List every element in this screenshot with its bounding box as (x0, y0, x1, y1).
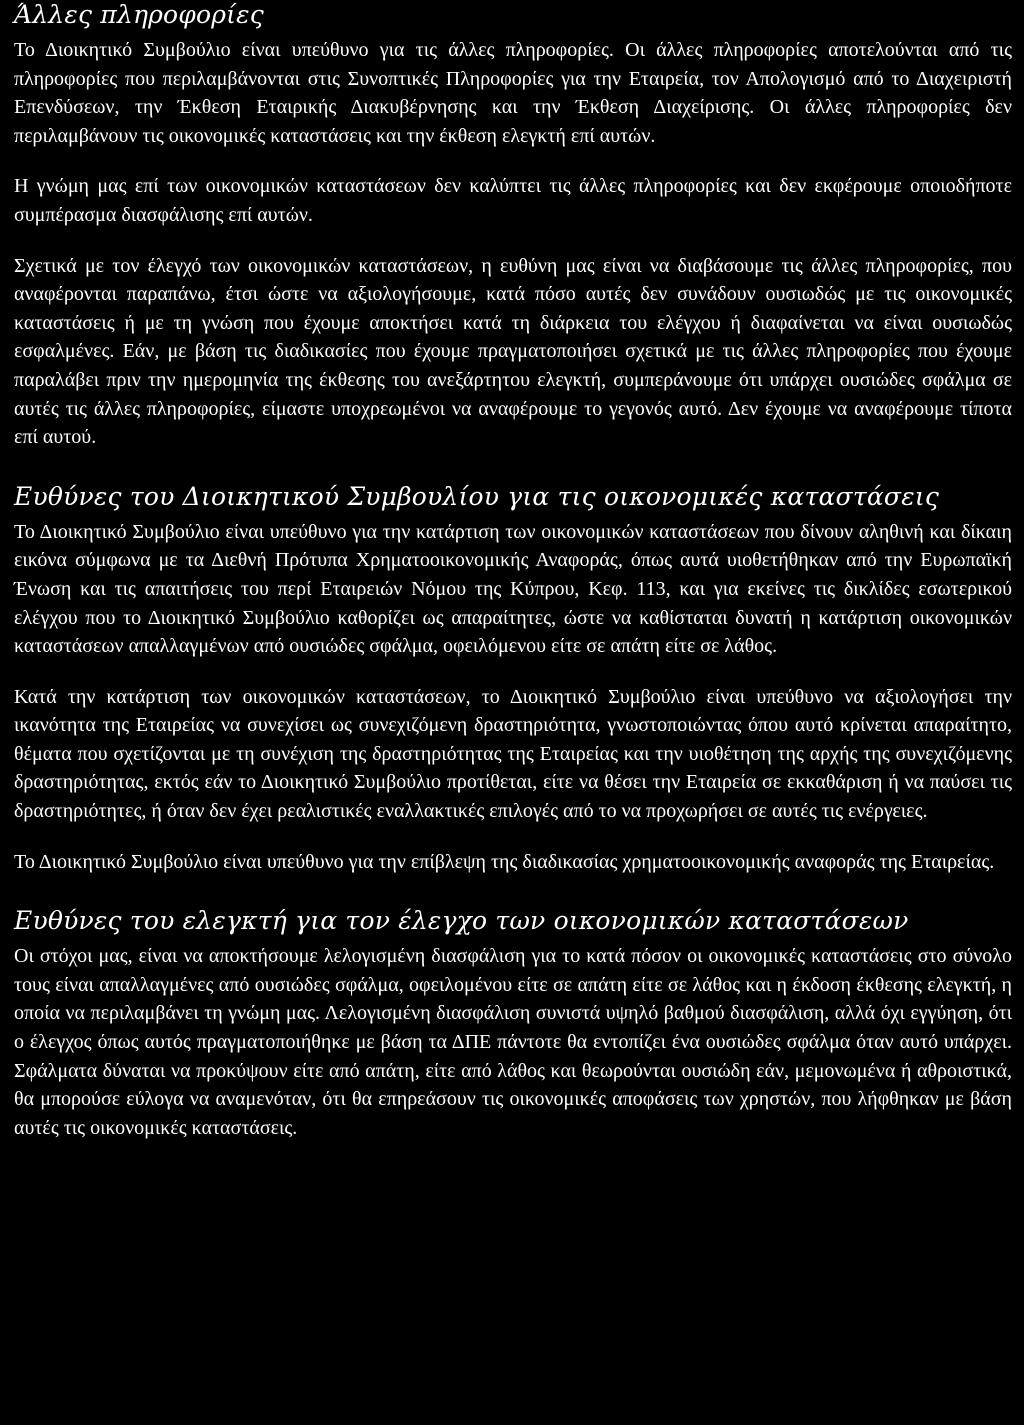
paragraph-board-preparation: Το Διοικητικό Συμβούλιο είναι υπεύθυνο για την κατάρτιση των οικονομικών καταστάσεων που δίνουν αληθινή και δίκαιη εικόνα σύμφωνα με τα Διεθνή Πρότυπα Χρηματοοικονομικής Αναφοράς, όπως αυτά υιοθετήθηκαν από την Ευρωπαϊκή Ένωση και τις απαιτήσεις του περί Εταιρειών Νόμου της Κύπρου, Κεφ. 113, και για εκείνες τις δικλίδες εσωτερικού ελέγχου που το Διοικητικό Συμβούλιο καθορίζει ως απαραίτητες, ώστε να καθίσταται δυνατή η κατάρτιση οικονομικών καταστάσεων απαλλαγμένων από ουσιώδες σφάλμα, οφειλόμενου είτε σε απάτη είτε σε λάθος. (14, 520, 1012, 658)
paragraph-auditor-responsibility-other-info: Σχετικά με τον έλεγχό των οικονομικών καταστάσεων, η ευθύνη μας είναι να διαβάσουμε τις άλλες πληροφορίες, που αναφέρονται παραπάνω, έτσι ώστε να αξιολογήσουμε, κατά πόσο αυτές δεν συνάδουν ουσιωδώς με τις οικονομικές καταστάσεις ή με τη γνώση που έχουμε αποκτήσει κατά τη διάρκεια του ελέγχου ή διαφαίνεται να είναι ουσιωδώς εσφαλμένες. Εάν, με βάση τις διαδικασίες που έχουμε πραγματοποιήσει σχετικά με τις άλλες πληροφορίες που έχουμε παραλάβει πριν την ημερομηνία της έκθεσης του ανεξάρτητου ελεγκτή, συμπεράνουμε ότι υπάρχει ουσιώδες σφάλμα σε αυτές τις άλλες πληροφορίες, είμαστε υποχρεωμένοι να αναφέρουμε το γεγονός αυτό. Δεν έχουμε να αναφέρουμε τίποτα επί αυτού. (14, 254, 1012, 449)
paragraph-audit-objectives: Οι στόχοι μας, είναι να αποκτήσουμε λελογισμένη διασφάλιση για το κατά πόσον οι οικονομικές καταστάσεις στο σύνολο τους είναι απαλλαγμένες από ουσιώδες σφάλμα, οφειλομένου είτε σε απάτη είτε σε λάθος και η έκδοση έκθεσης ελεγκτή, η οποία να περιλαμβάνει τη γνώμη μας. Λελογισμένη διασφάλιση συνιστά υψηλό βαθμού διασφάλιση, αλλά όχι εγγύηση, ότι ο έλεγχος όπως αυτός πραγματοποιήθηκε με βάση τα ΔΠΕ πάντοτε θα εντοπίζει ένα ουσιώδες σφάλμα όταν αυτό υπάρχει. Σφάλματα δύναται να προκύψουν είτε από απάτη, είτε από λάθος και θεωρούνται ουσιώδη εάν, μεμονωμένα ή αθροιστικά, θα μπορούσε εύλογα να αναμενόταν, ότι θα επηρεάσουν τις οικονομικές αποφάσεις των χρηστών, που λήφθηκαν με βάση αυτές τις οικονομικές καταστάσεις. (14, 945, 1012, 1139)
paragraph-other-info-definition: Το Διοικητικό Συμβούλιο είναι υπεύθυνο για τις άλλες πληροφορίες. Οι άλλες πληροφορίες αποτελούνται από τις πληροφορίες που περιλαμβάνονται στις Συνοπτικές Πληροφορίες για την Εταιρεία, τον Απολογισμό από το Διαχειριστή Επενδύσεων, την Έκθεση Εταιρικής Διακυβέρνησης και την Έκθεση Διαχείρισης. Οι άλλες πληροφορίες δεν περιλαμβάνουν τις οικονομικές καταστάσεις και την έκθεση ελεγκτή επί αυτών. (14, 39, 1012, 147)
paragraph-board-oversight: Το Διοικητικό Συμβούλιο είναι υπεύθυνο για την επίβλεψη της διαδικασίας χρηματοοικονομικής αναφοράς της Εταιρείας. (14, 850, 995, 873)
paragraph-opinion-scope: Η γνώμη μας επί των οικονομικών καταστάσεων δεν καλύπτει τις άλλες πληροφορίες και δεν εκφέρουμε οποιοδήποτε συμπέρασμα διασφάλισης επί αυτών. (14, 175, 1012, 226)
section-heading-auditor-responsibilities: Ευθύνες του ελεγκτή για τον έλεγχο των οικονομικών καταστάσεων (14, 906, 909, 936)
section-heading-board-responsibilities: Ευθύνες του Διοικητικού Συμβουλίου για τις οικονομικές καταστάσεις (14, 481, 940, 511)
section-heading-other-information: Άλλες πληροφορίες (14, 0, 264, 29)
paragraph-going-concern: Κατά την κατάρτιση των οικονομικών καταστάσεων, το Διοικητικό Συμβούλιο είναι υπεύθυνο να αξιολογήσει την ικανότητα της Εταιρείας να συνεχίσει ως συνεχιζόμενη δραστηριότητα, γνωστοποιώντας όπου αυτό κρίνεται απαραίτητο, θέματα που σχετίζονται με τη συνέχιση της δραστηριότητας της Εταιρείας και την υιοθέτηση της αρχής της συνεχιζόμενης δραστηριότητας, εκτός εάν το Διοικητικό Συμβούλιο προτίθεται, είτε να θέσει την Εταιρεία σε εκκαθάριση ή να παύσει τις δραστηριότητες, ή όταν δεν έχει ρεαλιστικές εναλλακτικές επιλογές από το να προχωρήσει σε αυτές τις ενέργειες. (14, 685, 1012, 823)
